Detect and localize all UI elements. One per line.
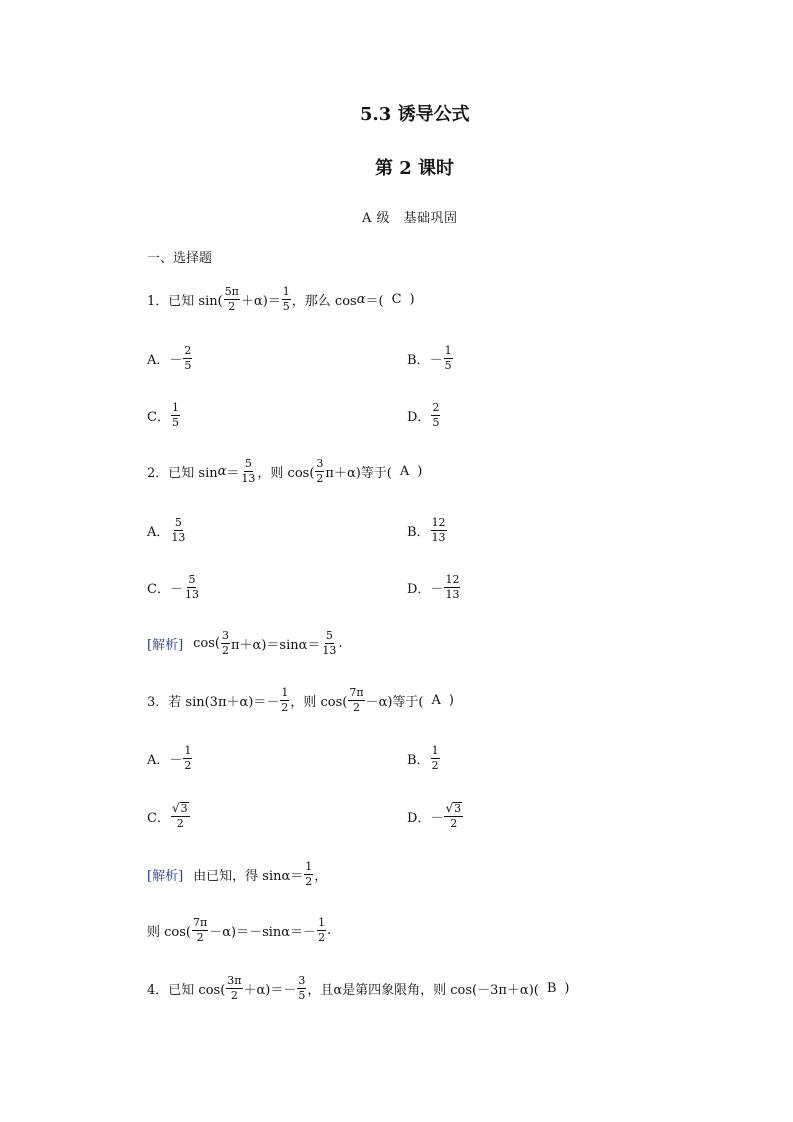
sqrt-icon: √ 3 — [445, 801, 462, 815]
question-1: 1． 已知 sin( $\frac{5\pi}{2}$ ＋α)＝ $\frac{1}{5}$ ，那么 cos α ＝( C ) — [147, 285, 415, 313]
option-d: D． － √ 3 2 — [407, 801, 462, 830]
option-c: C． － $\frac{5}{13}$ — [147, 573, 199, 601]
sqrt-icon: √ 3 — [171, 801, 188, 815]
question-2: 2． 已知 sin α ＝ $\frac{5}{13}$ ，则 cos( $\frac{3}{2}$ π＋α)等于( A ) — [147, 457, 423, 485]
analysis-tag: [解析] — [147, 869, 184, 884]
option-a: A． － $\frac{2}{5}$ — [147, 344, 192, 372]
analysis-tag: [解析] — [147, 638, 184, 653]
fraction: $\frac{5\pi}{2}$ — [224, 285, 239, 313]
question-3: 3． 若 sin(3π＋α)＝－ $\frac{1}{2}$ ，则 cos( $\frac{7\pi}{2}$ －α)等于( A ) — [147, 686, 454, 714]
option-c: C． $\frac{1}{5}$ — [147, 401, 179, 429]
answer-choice: C — [391, 292, 402, 307]
level-heading: A 级 基础巩固 — [362, 211, 458, 226]
analysis-3-line2: 则 cos( $\frac{7\pi}{2}$ －α)＝－sinα＝－ $\frac{1}{2}$ . — [147, 916, 332, 944]
option-d: D． $\frac{2}{5}$ — [407, 401, 440, 429]
answer-choice: A — [431, 693, 441, 708]
page-title: 5.3 诱导公式 — [360, 104, 470, 125]
analysis-3-line1: [解析] 由已知，得 sinα＝ $\frac{1}{2}$ ， — [147, 860, 328, 888]
analysis-2: [解析] cos( $\frac{3}{2}$ π＋α)＝sinα＝ $\frac{5}{13}$ . — [147, 629, 343, 657]
option-a: A． $\frac{5}{13}$ — [147, 516, 186, 544]
answer-choice: A — [399, 464, 410, 479]
option-d: D． － $\frac{12}{13}$ — [407, 573, 460, 601]
lesson-subtitle: 第 2 课时 — [375, 158, 455, 179]
option-c: C． √ 3 2 — [147, 801, 188, 830]
question-4: 4． 已知 cos( $\frac{3\pi}{2}$ ＋α)＝－ $\frac{3}{5}$ ，且α是第四象限角，则 cos(－3π＋α)( B ) — [147, 974, 570, 1002]
answer-choice: B — [546, 981, 557, 996]
fraction: $\frac{1}{5}$ — [282, 285, 290, 313]
option-b: B． － $\frac{1}{5}$ — [407, 344, 452, 372]
section-heading: 一、选择题 — [147, 251, 213, 266]
option-b: B． $\frac{1}{2}$ — [407, 744, 439, 772]
option-a: A． － $\frac{1}{2}$ — [147, 744, 192, 772]
option-b: B． $\frac{12}{13}$ — [407, 516, 446, 544]
